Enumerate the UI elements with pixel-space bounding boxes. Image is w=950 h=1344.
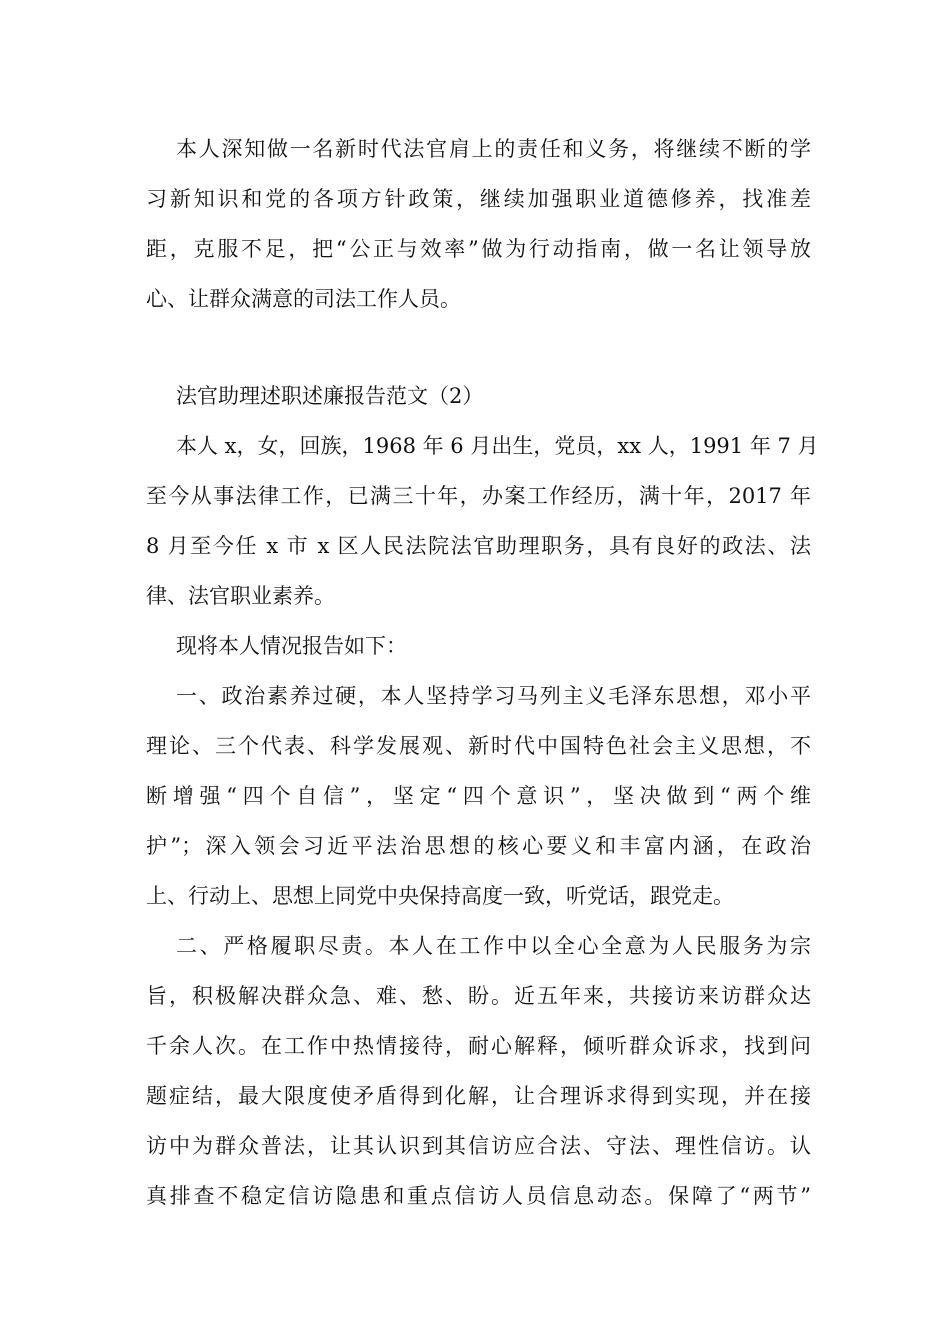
text-line: 真排查不稳定信访隐患和重点信访人员信息动态。保障了“两节” <box>146 1184 811 1208</box>
text-line: 本人 x，女，回族，1968 年 6 月出生，党员，xx 人，1991 年 7 月 <box>176 434 819 458</box>
text-line: 护”；深入领会习近平法治思想的核心要义和丰富内涵，在政治 <box>146 834 811 858</box>
text-line: 题症结，最大限度使矛盾得到化解，让合理诉求得到实现，并在接 <box>146 1084 811 1108</box>
text-line: 现将本人情况报告如下： <box>176 634 407 658</box>
text-line: 理论、三个代表、科学发展观、新时代中国特色社会主义思想，不 <box>146 734 811 758</box>
text-line: 习新知识和党的各项方针政策，继续加强职业道德修养，找准差 <box>146 187 811 211</box>
text-line: 千余人次。在工作中热情接待，耐心解释，倾听群众诉求，找到问 <box>146 1034 811 1058</box>
text-line: 至今从事法律工作，已满三十年，办案工作经历，满十年，2017 年 <box>146 484 811 508</box>
text-line: 距，克服不足，把“公正与效率”做为行动指南，做一名让领导放 <box>146 237 811 261</box>
text-line: 心、让群众满意的司法工作人员。 <box>146 287 461 311</box>
text-line: 8 月至今任 x 市 x 区人民法院法官助理职务，具有良好的政法、法 <box>146 534 811 558</box>
text-line: 上、行动上、思想上同党中央保持高度一致，听党话，跟党走。 <box>146 884 734 908</box>
text-line: 一、政治素养过硬，本人坚持学习马列主义毛泽东思想，邓小平 <box>176 684 811 708</box>
text-line: 律、法官职业素养。 <box>146 584 335 608</box>
section-heading: 法官助理述职述廉报告范文（2） <box>176 384 484 408</box>
text-line: 断增强“四个自信”，坚定“四个意识”，坚决做到“两个维 <box>146 784 811 808</box>
text-line: 二、严格履职尽责。本人在工作中以全心全意为人民服务为宗 <box>176 934 811 958</box>
text-line: 本人深知做一名新时代法官肩上的责任和义务，将继续不断的学 <box>176 137 811 161</box>
text-line: 旨，积极解决群众急、难、愁、盼。近五年来，共接访来访群众达 <box>146 984 811 1008</box>
text-line: 访中为群众普法，让其认识到其信访应合法、守法、理性信访。认 <box>146 1134 811 1158</box>
